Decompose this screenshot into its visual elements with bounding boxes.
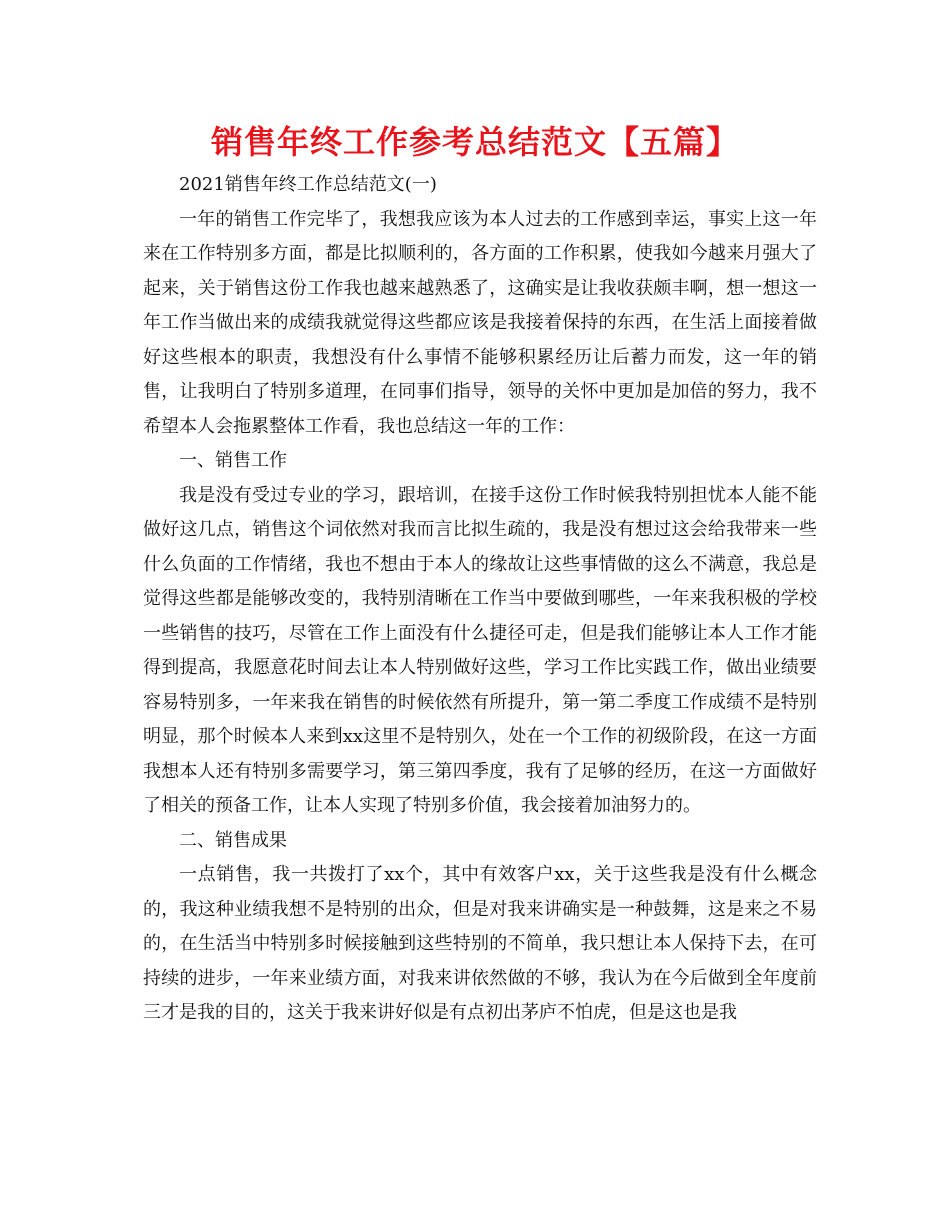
paragraph: 一点销售，我一共拨打了xx个，其中有效客户xx，关于这些我是没有什么概念的，我这种业绩我想不是特别的出众，但是对我来讲确实是一种鼓舞，这是来之不易的，在生活当中特别多时候接触到这些特别的不简单，我只想让本人保持下去，在可持续的进步，一年来业绩方面，对我来讲依然做的不够，我认为在今后做到全年度前三才是我的目的，这关于我来讲好似是有点初出茅庐不怕虎，但是这也是我: [143, 864, 817, 1023]
document-body: [143, 168, 817, 1031]
paragraph: 一年的销售工作完毕了，我想我应该为本人过去的工作感到幸运，事实上这一年来在工作特别多方面，都是比拟顺利的，各方面的工作积累，使我如今越来月强大了起来，关于销售这份工作我也越来越熟悉了，这确实是让我收获颇丰啊，想一想这一年工作当做出来的成绩我就觉得这些都应该是我接着保持的东西，在生活上面接着做好这些根本的职责，我想没有什么事情不能够积累经历让后蓄力而发，这一年的销售，让我明白了特别多道理，在同事们指导，领导的关怀中更加是加倍的努力，我不希望本人会拖累整体工作看，我也总结这一年的工作：: [143, 208, 817, 437]
document-title: 销售年终工作参考总结范文【五篇】: [210, 123, 739, 161]
section-heading: 一、销售工作: [179, 450, 287, 471]
section-heading: 二、销售成果: [179, 829, 287, 851]
section-subtitle: 2021销售年终工作总结范文(一): [179, 174, 437, 195]
paragraph: 我是没有受过专业的学习，跟培训，在接手这份工作时候我特别担忧本人能不能做好这几点，销售这个词依然对我而言比拟生疏的，我是没有想过这会给我带来一些什么负面的工作情绪，我也不想由于本人的缘故让这些事情做的这么不满意，我总是觉得这些都是能够改变的，我特别清晰在工作当中要做到哪些，一年来我积极的学校一些销售的技巧，尽管在工作上面没有什么捷径可走，但是我们能够让本人工作才能得到提高，我愿意花时间去让本人特别做好这些，学习工作比实践工作，做出业绩要容易特别多，一年来我在销售的时候依然有所提升，第一第二季度工作成绩不是特别明显，那个时候本人来到xx这里不是特别久，处在一个工作的初级阶段，在这一方面我想本人还有特别多需要学习，第三第四季度，我有了足够的经历，在这一方面做好了相关的预备工作，让本人实现了特别多价值，我会接着加油努力的。: [143, 484, 817, 816]
